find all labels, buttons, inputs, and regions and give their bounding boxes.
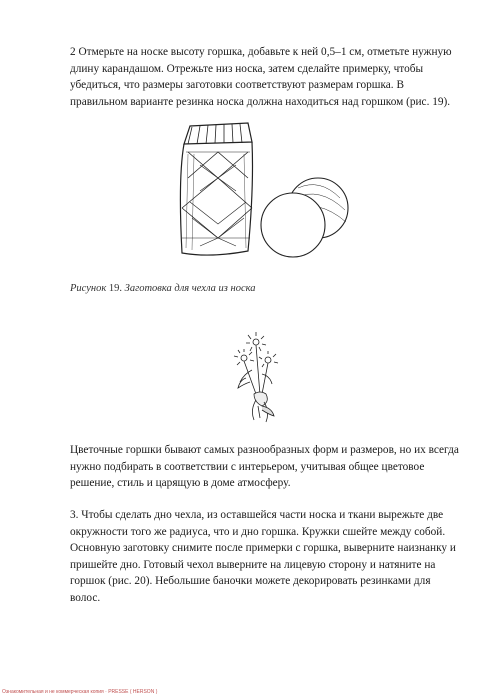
figure-19-sock-illustration — [170, 118, 360, 268]
bouquet-bow-drawing — [252, 392, 274, 422]
paragraph-step-2: 2 Отмерьте на носке высоту горшка, добавьте к ней 0,5–1 см, отметьте нужную длину карандашом. Отрежьте низ носка, затем сделайте примерку, чтобы убедиться, что размеры заготовки соответствуют размерам горшка. В правильном варианте резинка носка должна находиться над горшком (рис. 19). — [70, 46, 452, 108]
yarn-balls-drawing — [261, 178, 348, 257]
caption-number: 19. — [108, 283, 123, 294]
figure-19-caption — [70, 283, 256, 294]
paragraph-step-3: 3. Чтобы сделать дно чехла, из оставшейся части носка и ткани вырежьте две окружности того же радиуса, что и дно горшка. Кружки сшейте между собой. Основную заготовку снимите после примерки с горшка, выверните наизнанку и пришейте дно. Готовый чехол выверните на лицевую сторону и натяните на горшок (рис. 20). Небольшие баночки можете декорировать резинками для волос. — [70, 509, 456, 604]
caption-prefix: Рисунок — [70, 283, 109, 294]
caption-text: Заготовка для чехла из носка — [122, 283, 256, 294]
flower-bouquet-illustration — [232, 330, 282, 425]
paragraph-flower-pots: Цветочные горшки бывают самых разнообразных форм и размеров, но их всегда нужно подбирать в соответствии с интерьером, учитывая общее цветовое решение, стиль и царящую в доме атмосферу. — [70, 444, 459, 489]
sock-blank-drawing — [180, 123, 252, 255]
daisy-flowers-drawing — [234, 332, 278, 395]
footer-watermark: Ознакомительная и не коммерческая копия · PRESSE ( HERSON ) — [2, 689, 158, 695]
